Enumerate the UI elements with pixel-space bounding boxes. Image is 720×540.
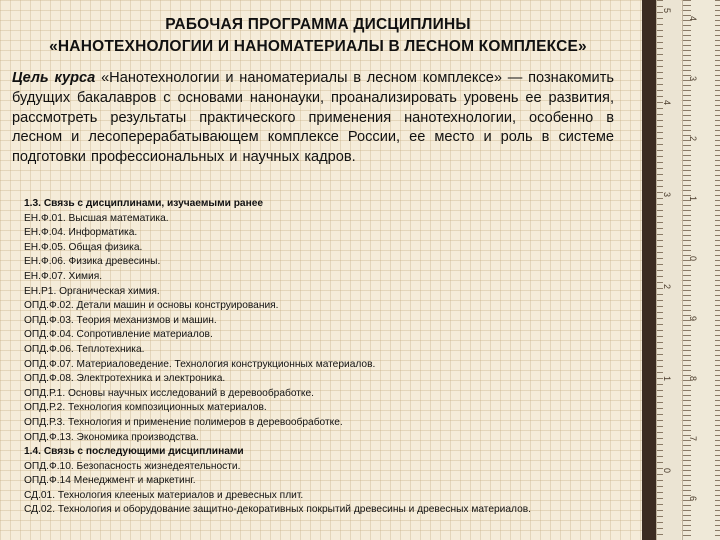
list-item: СД.01. Технология клееных материалов и древесных плит.: [24, 489, 304, 501]
ruler-digit: 5: [662, 8, 672, 14]
list-item: ОПД.Ф.10. Безопасность жизнедеятельности.: [24, 460, 241, 472]
ruler-digit: 3: [662, 192, 672, 198]
list-item: ОПД.Р.2. Технология композиционных материалов.: [24, 402, 267, 414]
list-item: ЕН.Ф.04. Информатика.: [24, 227, 138, 239]
ruler-digit: 4: [688, 16, 698, 22]
ruler-digit: 7: [688, 436, 698, 442]
list-item: ЕН.Ф.01. Высшая математика.: [24, 212, 169, 224]
list-item: ЕН.Ф.07. Химия.: [24, 270, 103, 282]
list-item: ОПД.Ф.03. Теория механизмов и машин.: [24, 314, 217, 326]
list-item: СД.02. Технология и оборудование защитно-декоративных покрытий древесины и древесных материалов.: [24, 504, 532, 516]
ruler-strip-left: [656, 0, 681, 540]
ruler-digit: 0: [688, 256, 698, 262]
ruler-strip-right: [682, 0, 720, 540]
list-item: ОПД.Р.3. Технология и применение полимеров в деревообработке.: [24, 416, 343, 428]
list-item: ОПД.Ф.02. Детали машин и основы конструирования.: [24, 300, 279, 312]
ruler-digit: 4: [662, 100, 672, 106]
ruler-digit: 8: [688, 376, 698, 382]
list-item: ОПД.Ф.13. Экономика производства.: [24, 431, 199, 443]
ruler-digit: 2: [688, 136, 698, 142]
course-goal-paragraph: [12, 69, 614, 168]
page-title: [8, 14, 628, 58]
ruler-digit: 6: [688, 496, 698, 502]
list-item: ЕН.Р1. Органическая химия.: [24, 285, 160, 297]
course-goal-text: «Нанотехнологии и наноматериалы в лесном комплексе» — познакомить будущих бакалавров с основами нанонауки, проанализировать уровень ее развития, рассмотреть результаты практического применения нанотехнологии, особенно в лесном и лесоперерабатывающем комплексе России, ее место и роль в системе подготовки профессиональных и научных кадров.: [12, 70, 614, 166]
list-item: ОПД.Ф.07. Материаловедение. Технология конструкционных материалов.: [24, 358, 376, 370]
ruler-digit: 3: [688, 76, 698, 82]
list-item: ОПД.Ф.14 Менеджмент и маркетинг.: [24, 475, 196, 487]
list-item: ОПД.Ф.04. Сопротивление материалов.: [24, 329, 213, 341]
ruler-digit: 1: [688, 196, 698, 202]
ruler-digit: 9: [688, 316, 698, 322]
list-item: ЕН.Ф.06. Физика древесины.: [24, 256, 161, 268]
section-heading-prior: 1.3. Связь с дисциплинами, изучаемыми ранее: [24, 198, 264, 209]
title-line-1: РАБОЧАЯ ПРОГРАММА ДИСЦИПЛИНЫ: [165, 16, 471, 33]
disciplines-list: [24, 197, 634, 518]
ruler-track: [642, 0, 656, 540]
section-heading-subsequent: 1.4. Связь с последующими дисциплинами: [24, 446, 244, 458]
title-line-2: «НАНОТЕХНОЛОГИИ И НАНОМАТЕРИАЛЫ В ЛЕСНОМ КОМПЛЕКСЕ»: [49, 38, 587, 55]
list-item: ОПД.Р.1. Основы научных исследований в деревообработке.: [24, 387, 314, 399]
list-item: ЕН.Ф.05. Общая физика.: [24, 241, 143, 253]
ruler-digit: 1: [662, 376, 672, 382]
course-goal-label: Цель курса: [12, 70, 96, 86]
list-item: ОПД.Ф.06. Теплотехника.: [24, 343, 145, 355]
list-item: ОПД.Ф.08. Электротехника и электроника.: [24, 373, 226, 385]
ruler-digit: 0: [662, 468, 672, 474]
ruler-digit: 2: [662, 284, 672, 290]
